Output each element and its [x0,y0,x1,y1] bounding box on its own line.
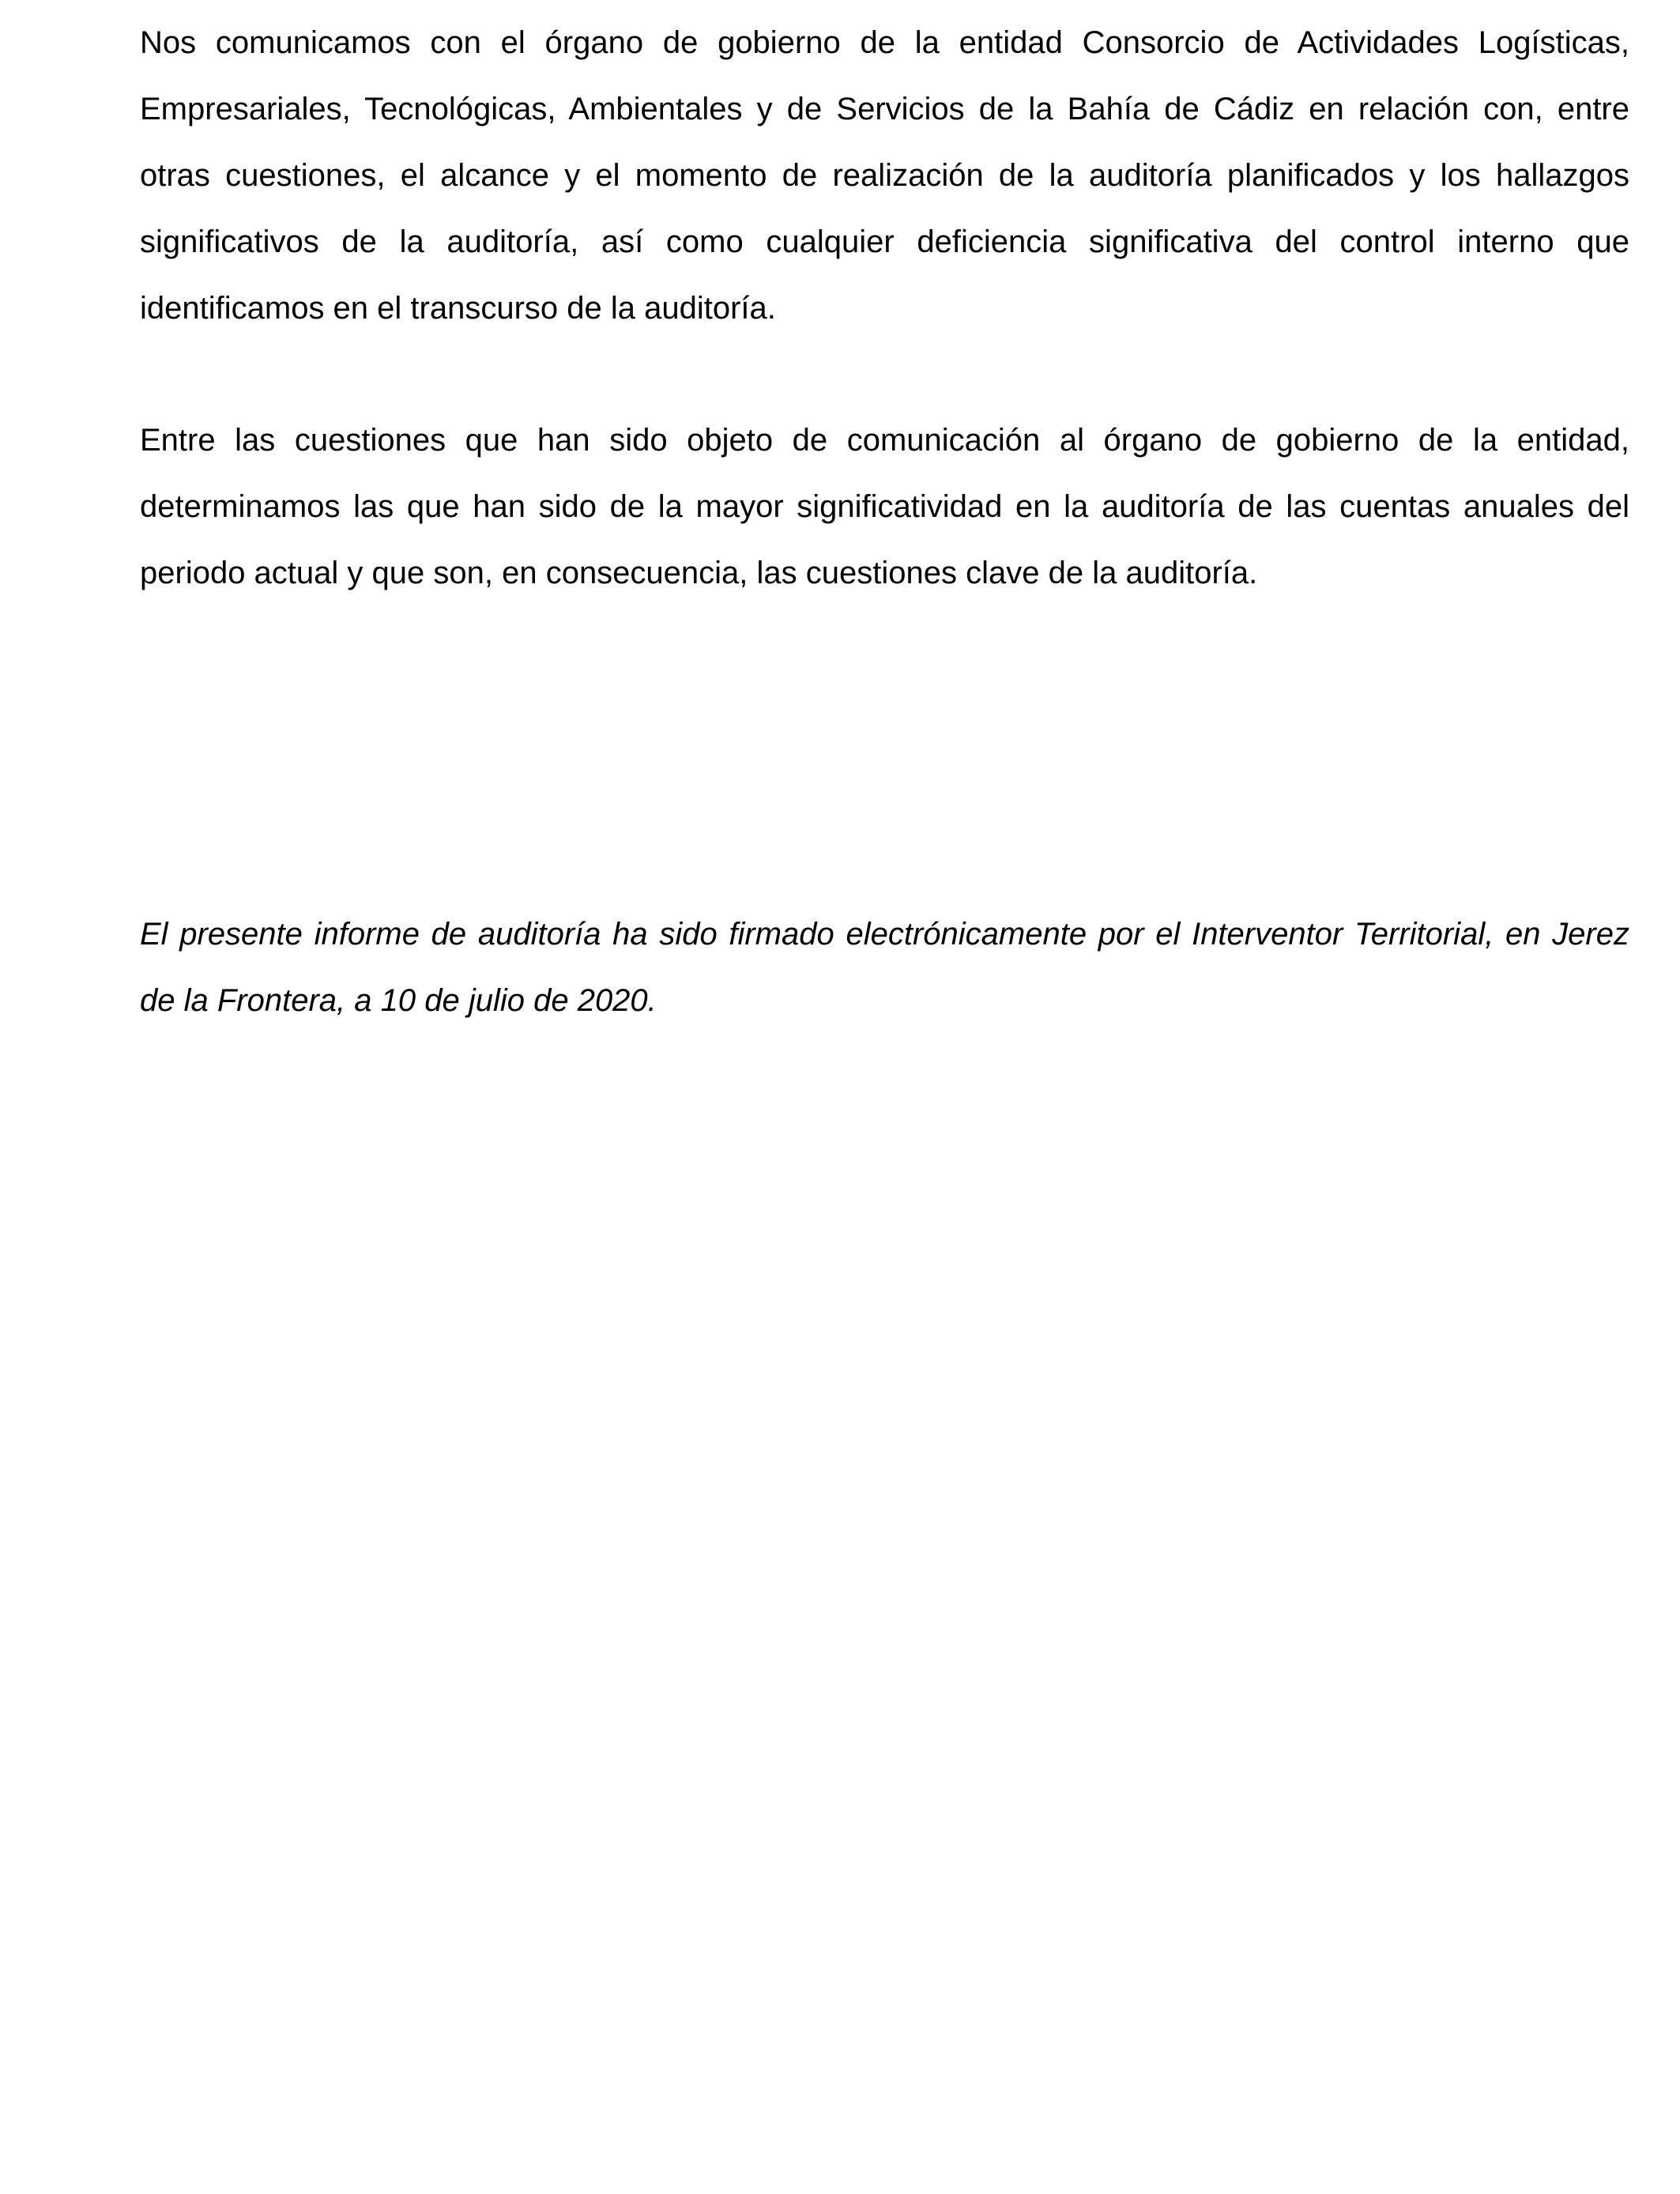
paragraph-key-matters: Entre las cuestiones que han sido objeto de comunicación al órgano de gobierno de la entidad, determinamos las que han sido de la mayor significatividad en la auditoría de las cuentas anuales del periodo actual y que son, en consecuencia, las cuestiones clave de la auditoría. [140,423,1629,590]
paragraph-communication: Nos comunicamos con el órgano de gobierno de la entidad Consorcio de Actividades Logísticas, Empresariales, Tecnológicas, Ambientales y de Servicios de la Bahía de Cádiz en relación con, entre otras cuestiones, el alcance y el momento de realización de la auditoría planificados y los hallazgos significativos de la auditoría, así como cualquier deficiencia significativa del control interno que identificamos en el transcurso de la auditoría. [140,25,1629,326]
signature-note: El presente informe de auditoría ha sido firmado electrónicamente por el Interventor Territorial, en Jerez de la Frontera, a 10 de julio de 2020. [140,917,1629,1018]
